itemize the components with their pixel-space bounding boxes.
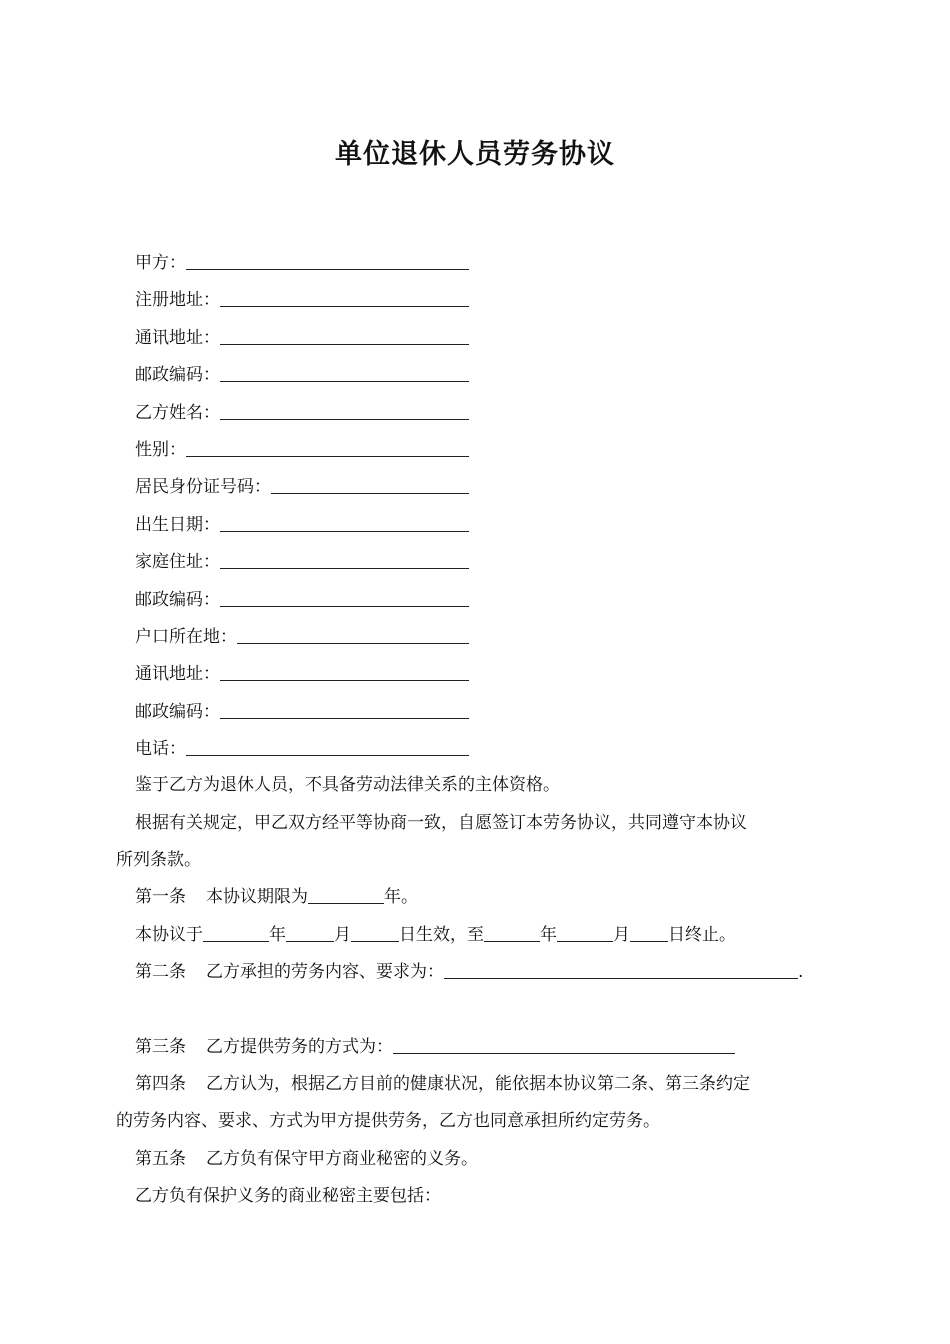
intro-paragraph-2-line-2: 所列条款。 — [116, 850, 201, 870]
article-4-line-2: 的劳务内容、要求、方式为甲方提供劳务，乙方也同意承担所约定劳务。 — [116, 1111, 660, 1131]
field-label: 出生日期： — [135, 514, 220, 535]
field-blank[interactable] — [220, 288, 469, 307]
term-text-c: 月 — [334, 925, 351, 945]
field-label: 邮政编码： — [135, 365, 220, 386]
term-text-e: 年 — [540, 925, 557, 945]
field-row — [135, 437, 469, 463]
field-label: 通讯地址： — [135, 664, 220, 685]
field-label: 注册地址： — [135, 290, 220, 311]
agreement-term — [135, 922, 736, 948]
field-blank[interactable] — [220, 662, 469, 681]
term-text-b: 年 — [269, 925, 286, 945]
article-1 — [135, 884, 418, 910]
article-2-end: . — [798, 962, 804, 982]
end-month-blank[interactable] — [557, 923, 613, 942]
field-blank[interactable] — [220, 326, 469, 345]
field-blank[interactable] — [220, 363, 469, 382]
field-row — [135, 549, 469, 575]
field-blank[interactable] — [220, 513, 469, 532]
article-4-label: 第四条 — [135, 1074, 186, 1094]
field-row — [135, 587, 469, 613]
field-blank[interactable] — [220, 550, 469, 569]
field-row — [135, 512, 469, 538]
article-1-text-a: 本协议期限为 — [206, 887, 308, 907]
field-row — [135, 624, 469, 650]
field-label: 电话： — [135, 739, 186, 760]
field-blank[interactable] — [237, 625, 469, 644]
article-2 — [135, 959, 803, 985]
field-blank[interactable] — [220, 588, 469, 607]
field-label: 性别： — [135, 440, 186, 460]
intro-paragraph-2-line-1: 根据有关规定，甲乙双方经平等协商一致，自愿签订本劳务协议，共同遵守本协议 — [135, 813, 747, 833]
article-2-text: 乙方承担的劳务内容、要求为： — [206, 962, 444, 982]
field-row — [135, 325, 469, 351]
field-label: 通讯地址： — [135, 327, 220, 348]
term-text-f: 月 — [613, 925, 630, 945]
field-blank[interactable] — [186, 737, 469, 756]
start-month-blank[interactable] — [286, 923, 334, 942]
term-years-blank[interactable] — [308, 885, 384, 904]
start-year-blank[interactable] — [203, 923, 269, 942]
article-1-text-b: 年。 — [384, 887, 418, 907]
field-label: 居民身份证号码： — [135, 477, 271, 498]
field-blank[interactable] — [186, 438, 469, 457]
end-year-blank[interactable] — [484, 923, 540, 942]
article-3-label: 第三条 — [135, 1037, 186, 1057]
field-label: 家庭住址： — [135, 552, 220, 573]
term-text-d: 日生效，至 — [399, 925, 484, 945]
article-5 — [135, 1146, 478, 1172]
end-day-blank[interactable] — [630, 923, 668, 942]
field-row — [135, 474, 469, 500]
article-2-label: 第二条 — [135, 962, 186, 982]
field-label: 邮政编码： — [135, 589, 220, 610]
field-row — [135, 287, 469, 313]
field-row — [135, 699, 469, 725]
article-5-label: 第五条 — [135, 1149, 186, 1169]
field-blank[interactable] — [220, 700, 469, 719]
term-text-g: 日终止。 — [668, 925, 736, 945]
trade-secrets-intro: 乙方负有保护义务的商业秘密主要包括： — [135, 1186, 441, 1206]
field-row — [135, 736, 469, 762]
field-label: 甲方： — [135, 253, 186, 273]
field-blank[interactable] — [186, 251, 469, 270]
field-row — [135, 661, 469, 687]
field-row — [135, 400, 469, 426]
field-row — [135, 250, 469, 276]
article-3 — [135, 1034, 735, 1060]
field-row — [135, 362, 469, 388]
article-1-label: 第一条 — [135, 887, 186, 907]
field-label: 乙方姓名： — [135, 402, 220, 423]
document-title: 单位退休人员劳务协议 — [335, 139, 615, 170]
article-4-line-1 — [135, 1071, 750, 1097]
service-method-blank[interactable] — [393, 1035, 735, 1054]
service-content-blank[interactable] — [444, 960, 798, 979]
field-label: 邮政编码： — [135, 701, 220, 722]
term-text-a: 本协议于 — [135, 925, 203, 945]
start-day-blank[interactable] — [351, 923, 399, 942]
article-5-text: 乙方负有保守甲方商业秘密的义务。 — [206, 1149, 478, 1169]
article-4-text-a: 乙方认为，根据乙方目前的健康状况，能依据本协议第二条、第三条约定 — [206, 1074, 750, 1094]
intro-paragraph-1: 鉴于乙方为退休人员，不具备劳动法律关系的主体资格。 — [135, 775, 560, 795]
article-3-text: 乙方提供劳务的方式为： — [206, 1037, 393, 1057]
field-blank[interactable] — [220, 401, 469, 420]
field-blank[interactable] — [271, 475, 469, 494]
field-label: 户口所在地： — [135, 627, 237, 647]
